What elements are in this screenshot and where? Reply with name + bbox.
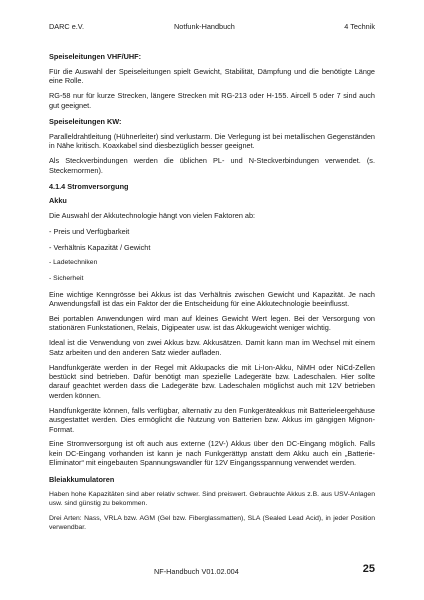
vhf-paragraph-1: Für die Auswahl der Speiseleitungen spielt Gewicht, Stabilität, Dämpfung und die benötigte Länge eine Rolle. — [49, 66, 375, 86]
lead-heading: Bleiakkumulatoren — [49, 474, 115, 484]
section-heading: 4.1.4 Stromversorgung — [49, 182, 129, 192]
factor-list-item: - Preis und Verfügbarkeit — [49, 227, 130, 237]
lead-paragraph-1: Haben hohe Kapazitäten sind aber relativ schwer. Sind preiswert. Gebrauchte Akkus z.B. aus USV-Anlagen usw. sind günstig zu bekommen. — [49, 490, 375, 507]
vhf-paragraph-2: RG-58 nur für kurze Strecken, längere Strecken mit RG-213 oder H-155. Aircell 5 oder 7 sind auch gut geeignet. — [49, 91, 375, 110]
akku-paragraph-1: Eine wichtige Kenngrösse bei Akkus ist das Verhältnis zwischen Gewicht und Kapazität. Je nach Anwendungsfall ist das ein Faktor der die Entscheidung für eine Akkutechnologie beeinflusst. — [49, 289, 375, 309]
akku-paragraph-4: Handfunkgeräte werden in der Regel mit Akkupacks die mit Li-Ion-Akku, NiMH oder NiCd-Zellen bestückt sind betrieben. Dafür benötigt man spezielle Ladegeräte bzw. Ladeschalen. Hier sollte darauf geachtet werden dass die Ladegeräte bzw. Ladeschalen möglichst auch mit 12V betrieben werden können. — [49, 362, 375, 400]
akku-paragraph-5: Handfunkgeräte können, falls verfügbar, alternativ zu den Funkgeräteakkus mit Batterieleergehäuse ausgestattet werden. Dies ermöglicht die Nutzung von Batterien bzw. Akkus im gängigen Mignon-Format. — [49, 405, 375, 434]
page-body — [49, 52, 375, 533]
kw-heading: Speiseleitungen KW: — [49, 117, 122, 127]
kw-paragraph-2: Als Steckverbindungen werden die üblichen PL- und N-Steckverbindungen verwendet. (s. Steckernormen). — [49, 156, 375, 175]
akku-paragraph-2: Bei portablen Anwendungen wird man auf kleines Gewicht Wert legen. Bei der Versorgung von stationären Funkstationen, Relais, Digipeater usw. ist das Akkugewicht weniger wichtig. — [49, 313, 375, 333]
akku-paragraph-3: Ideal ist die Verwendung von zwei Akkus bzw. Akkusätzen. Damit kann man im Wechsel mit einem Satz arbeiten und den anderen Satz wieder aufladen. — [49, 338, 375, 357]
page-number: 25 — [362, 563, 375, 575]
header-document-title: Notfunk-Handbuch — [174, 22, 235, 31]
header-chapter: 4 Technik — [344, 22, 375, 31]
factor-list-item: - Ladetechniken — [49, 259, 98, 267]
header-organization: DARC e.V. — [49, 22, 85, 31]
factor-list-item: - Verhältnis Kapazität / Gewicht — [49, 242, 151, 252]
vhf-heading: Speiseleitungen VHF/UHF: — [49, 52, 142, 61]
kw-paragraph-1: Paralleldrahtleitung (Hühnerleiter) sind verlustarm. Die Verlegung ist bei metallischen Gegenständen in Nähe kritisch. Koaxkabel sind diesbezüglich besser geeignet. — [49, 131, 375, 151]
lead-paragraph-2: Drei Arten: Nass, VRLA bzw. AGM (Gel bzw. Fiberglassmatten), SLA (Sealed Lead Acid), in jeder Position verwendbar. — [49, 514, 375, 532]
akku-paragraph-6: Eine Stromversorgung ist oft auch aus externe (12V-) Akkus über den DC-Eingang möglich. Falls kein DC-Eingang vorhanden ist kann je nach Funkgerättyp anstatt dem Akku auch ein „Batterie-Eliminator“ mit eingebauten Spannungswandler für 12V Eingangsspannung verwendet werden. — [49, 439, 375, 468]
akku-intro: Die Auswahl der Akkutechnologie hängt von vielen Faktoren ab: — [49, 210, 256, 220]
page-header — [49, 22, 375, 34]
factor-list-item: - Sicherheit — [49, 275, 84, 283]
akku-heading: Akku — [49, 195, 67, 205]
footer-title: NF-Handbuch V01.02.004 — [154, 567, 239, 576]
